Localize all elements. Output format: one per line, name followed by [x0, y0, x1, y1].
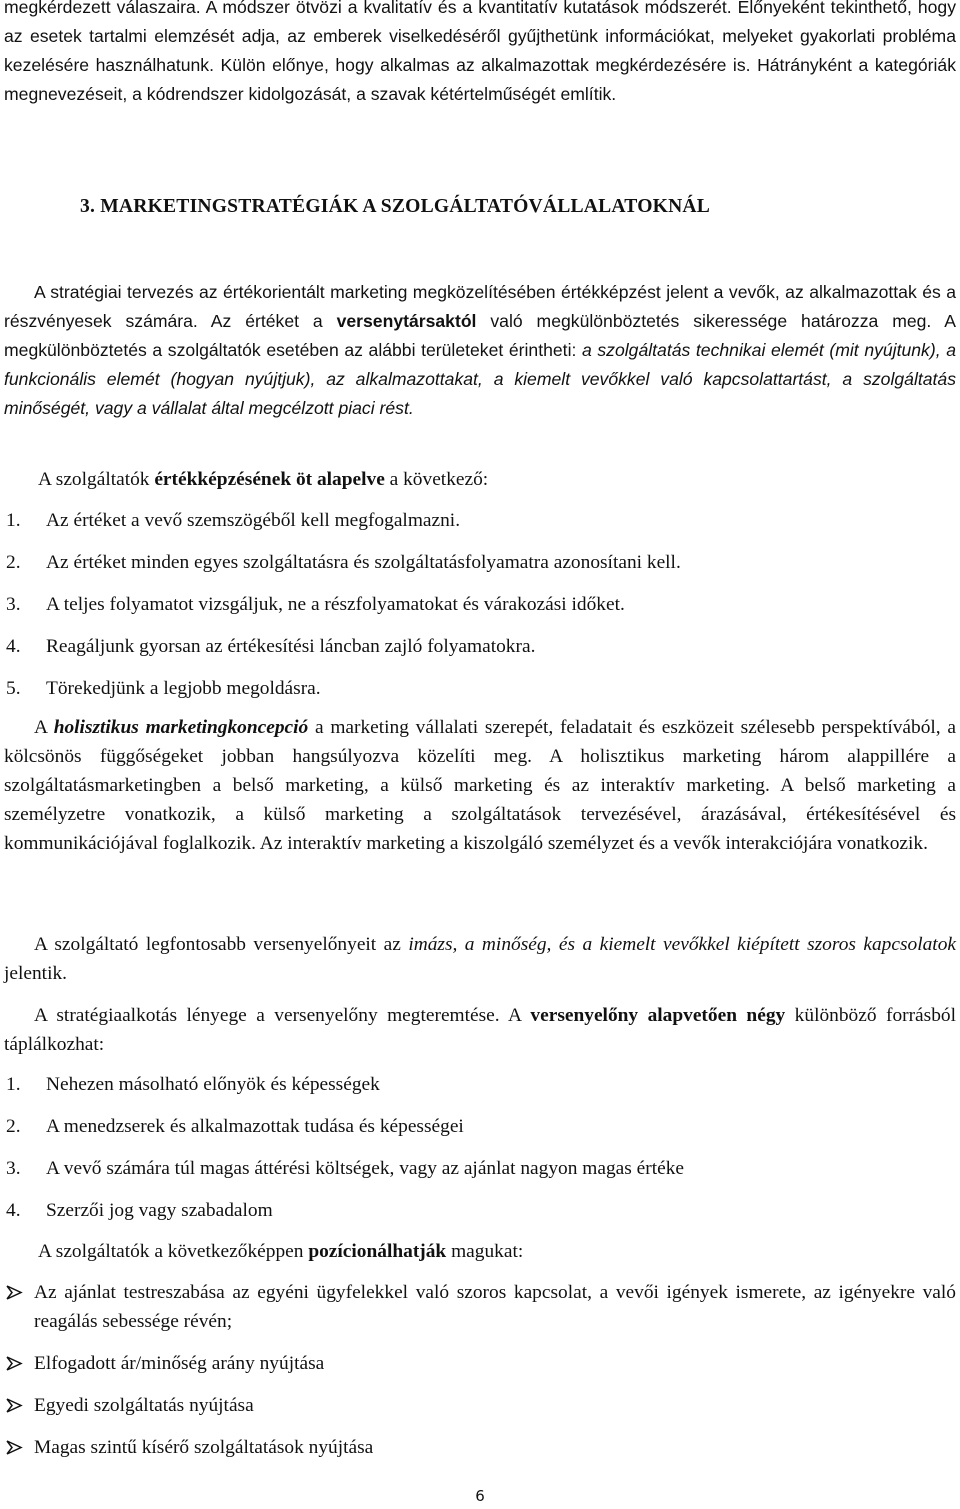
advantage-text-a: A szolgáltató legfontosabb versenyelőnyeit az — [34, 934, 409, 955]
bullet-text: Egyedi szolgáltatás nyújtása — [34, 1395, 254, 1416]
positioning-lead-c: magukat: — [446, 1241, 524, 1262]
advantage-text-italic: imázs, a minőség, és a kiemelt vevőkkel kiépített szoros kapcsolatok — [408, 934, 957, 955]
strategy-essence-paragraph — [4, 1001, 956, 1059]
principles-lead-bold: értékképzésének öt alapelve — [154, 469, 385, 490]
positioning-lead — [38, 1237, 523, 1266]
list-item-text: A vevő számára túl magas áttérési költségek, vagy az ajánlat nagyon magas értéke — [46, 1158, 685, 1179]
list-item-number: 3. — [6, 594, 21, 615]
arrowhead-bullet-icon — [4, 1278, 26, 1307]
essence-text-a: A stratégiaalkotás lényege a versenyelőny megteremtése. A — [34, 1005, 531, 1026]
essence-text-bold: versenyelőny alapvetően négy — [530, 1005, 786, 1026]
holistic-text-a: A — [34, 717, 54, 738]
strategy-paragraph — [4, 278, 956, 423]
list-item-text: Reagáljunk gyorsan az értékesítési láncban zajló folyamatokra. — [46, 636, 536, 657]
advantage-text-c: jelentik. — [4, 963, 68, 984]
positioning-lead-a: A szolgáltatók a következőképpen — [38, 1241, 309, 1262]
list-item — [4, 548, 956, 577]
list-item-text: A menedzserek és alkalmazottak tudása és képességei — [46, 1116, 464, 1137]
arrowhead-bullet-icon — [4, 1391, 26, 1420]
principles-lead-c: a következő: — [384, 469, 489, 490]
holistic-paragraph — [4, 713, 956, 858]
list-item-number: 3. — [6, 1158, 21, 1179]
strategy-text-c: való megkülönböztetés sikeressége határozza meg. A megkülönböztetés a szolgáltatók esetében az alábbi területeket érintheti: — [4, 311, 956, 360]
list-item-text: A teljes folyamatot vizsgáljuk, ne a részfolyamatokat és várakozási időket. — [46, 594, 625, 615]
list-item-number: 4. — [6, 1200, 21, 1221]
list-item — [4, 1196, 956, 1225]
bullet-text: Elfogadott ár/minőség arány nyújtása — [34, 1353, 325, 1374]
list-item-number: 1. — [6, 1074, 21, 1095]
list-item-number: 4. — [6, 636, 21, 657]
essence-text-c: különböző forrásból táplálkozhat: — [4, 1005, 956, 1055]
list-item-text: Az értéket minden egyes szolgáltatásra és szolgáltatásfolyamatra azonosítani kell. — [46, 552, 681, 573]
list-item-number: 1. — [6, 510, 21, 531]
list-item-text: Szerzői jog vagy szabadalom — [46, 1200, 273, 1221]
list-item-text: Az értéket a vevő szemszögéből kell megfogalmazni. — [46, 510, 461, 531]
principles-lead-a: A szolgáltatók — [38, 469, 155, 490]
bullet-text: Magas szintű kísérő szolgáltatások nyújtása — [34, 1437, 374, 1458]
list-item-text: Nehezen másolható előnyök és képességek — [46, 1074, 380, 1095]
arrowhead-bullet-icon — [4, 1349, 26, 1378]
bullet-text: Az ajánlat testreszabása az egyéni ügyfelekkel való szoros kapcsolat, a vevői igények ismerete, az igényekre való reagálás sebessége révén; — [34, 1282, 956, 1332]
intro-paragraph: megkérdezett válaszaira. A módszer ötvözi a kvalitatív és a kvantitatív kutatások módszerét. Előnyeként tekinthető, hogy az esetek tartalmi elemzését adja, az emberek viselkedéséről gyűjthetünk információkat, melyeket gyakorlati probléma kezelésére használhatunk. Külön előnye, hogy alkalmas az alkalmazottak megkérdezésére is. Hátrányként a kategóriák megnevezéseit, a kódrendszer kidolgozását, a szavak kétértelműségét említik. — [4, 0, 956, 104]
principles-lead — [38, 465, 488, 494]
list-item-text: Törekedjünk a legjobb megoldásra. — [46, 678, 321, 699]
list-item-number: 5. — [6, 678, 21, 699]
list-item — [4, 1070, 956, 1099]
list-item — [4, 506, 956, 535]
holistic-text-bolditalic: holisztikus marketingkoncepció — [53, 717, 309, 738]
list-item — [4, 1154, 956, 1183]
advantage-paragraph — [4, 930, 956, 988]
list-item-number: 2. — [6, 552, 21, 573]
holistic-text-c: a marketing vállalati szerepét, feladatait és eszközeit szélesebb perspektívából, a kölcsönös függőségeket jobban hangsúlyozva közelíti meg. A holisztikus marketing három alappillére a szolgáltatásmarketingben a belső marketing, a külső marketing és az interaktív marketing. A belső marketing a személyzetre vonatkozik, a külső marketing a szolgáltatások tervezésével, árazásával, értékesítésével és kommunikációjával foglalkozik. Az interaktív marketing a kiszolgáló személyzet és a vevők interakciójára vonatkozik. — [4, 717, 956, 854]
strategy-text-bold: versenytársaktól — [336, 311, 477, 331]
strategy-text-a: A stratégiai tervezés az értékorientált marketing megközelítésében értékképzést jelent a vevők, az alkalmazottak és a részvényesek számára. Az értéket a — [4, 282, 956, 331]
section-heading: 3. MARKETINGSTRATÉGIÁK A SZOLGÁLTATÓVÁLLALATOKNÁL — [80, 196, 711, 217]
strategy-text-italic: a szolgáltatás technikai elemét (mit nyújtunk), a funkcionális elemét (hogyan nyújtjuk), az alkalmazottakat, a kiemelt vevőkkel való kapcsolattartást, a szolgáltatás minőségét, vagy a vállalat által megcélzott piaci rést. — [4, 340, 956, 418]
list-item — [4, 674, 956, 703]
page-number: 6 — [475, 1487, 485, 1505]
positioning-lead-bold: pozícionálhatják — [308, 1241, 447, 1262]
arrowhead-bullet-icon — [4, 1433, 26, 1462]
list-item — [4, 590, 956, 619]
list-item — [4, 1112, 956, 1141]
list-item — [4, 632, 956, 661]
list-item-number: 2. — [6, 1116, 21, 1137]
